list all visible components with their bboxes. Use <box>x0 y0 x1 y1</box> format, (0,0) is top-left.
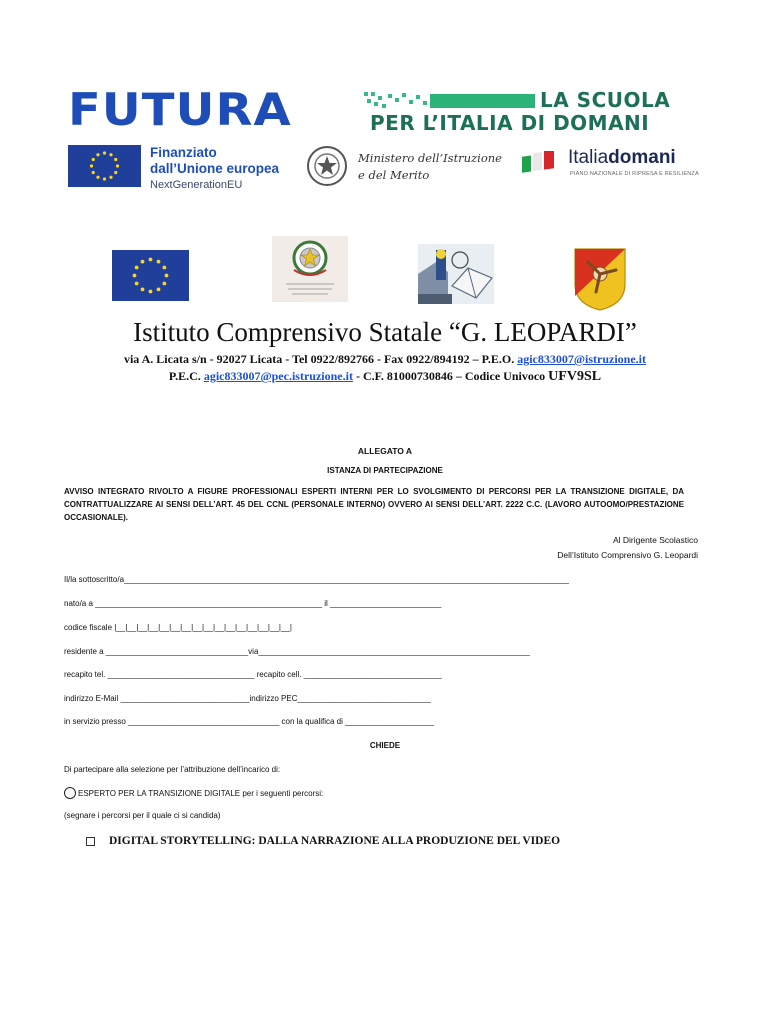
address-line1 <box>0 352 770 367</box>
finanziato-text <box>150 145 279 193</box>
codice-univoco: UFV9SL <box>548 369 602 384</box>
recipient-line2: Dell’Istituto Comprensivo G. Leopardi <box>557 550 698 560</box>
eu-star <box>116 164 119 167</box>
residente-field[interactable]: residente a ________________________________via_____________________________________________________________ <box>64 647 530 656</box>
italia-word: Italia <box>568 147 609 168</box>
eu-star <box>92 158 95 161</box>
eu-star <box>92 171 95 174</box>
eu-star <box>157 287 161 291</box>
ministero-text <box>358 150 502 184</box>
istanza-heading: ISTANZA DI PARTECIPAZIONE <box>327 466 443 475</box>
eu-star <box>157 260 161 264</box>
domani-word: domani <box>608 147 676 168</box>
next-generation-eu: NextGenerationEU <box>150 179 243 191</box>
finanziato-line1: Finanziato <box>150 145 217 160</box>
futura-logo: FUTURA <box>68 84 292 136</box>
eu-star <box>114 171 117 174</box>
finanziato-line2: dall’Unione europea <box>150 161 280 176</box>
address-line2 <box>0 369 770 385</box>
school-name: Istituto Comprensivo Statale “G. LEOPARDI” <box>133 317 637 347</box>
eu-star <box>162 266 166 270</box>
school-logo-icon <box>418 244 494 304</box>
radio-button[interactable] <box>64 787 76 799</box>
eu-star <box>109 153 112 156</box>
eu-star <box>90 164 93 167</box>
eu-star <box>149 290 153 294</box>
peo-email-link[interactable]: agic833007@istruzione.it <box>517 352 647 366</box>
green-bar-decoration <box>430 94 535 108</box>
eu-star <box>133 274 137 278</box>
eu-star <box>149 258 153 262</box>
eu-star <box>109 176 112 179</box>
eu-star <box>114 158 117 161</box>
allegato-heading: ALLEGATO A <box>357 446 413 456</box>
pnrr-caption: PIANO NAZIONALE DI RIPRESA E RESILIENZA <box>570 171 699 177</box>
eu-star <box>141 287 145 291</box>
eu-star <box>141 260 145 264</box>
segnare-note: (segnare i percorsi per il quale ci si candida) <box>64 811 221 820</box>
eu-star <box>135 282 139 286</box>
eu-star <box>165 274 169 278</box>
email-field[interactable]: indirizzo E-Mail _____________________________indirizzo PEC______________________________ <box>64 694 431 703</box>
recapito-field[interactable]: recapito tel. _________________________________ recapito cell. _______________________________ <box>64 670 442 679</box>
eu-star <box>162 282 166 286</box>
italia-domani-logo <box>568 147 676 169</box>
eu-flag-icon <box>68 145 141 187</box>
pec-prefix: P.E.C. <box>168 369 204 383</box>
eu-star <box>96 176 99 179</box>
partecipare-text: Di partecipare alla selezione per l’attribuzione dell’incarico di: <box>64 765 281 774</box>
eu-star <box>103 177 106 180</box>
recipient-line1: Al Dirigente Scolastico <box>612 535 698 545</box>
ministero-line1: Ministero dell’Istruzione <box>358 151 502 165</box>
italy-flag-icon <box>520 151 562 179</box>
chiede-heading: CHIEDE <box>369 741 401 750</box>
scuola-line1: LA SCUOLA <box>540 88 671 112</box>
scuola-line2: PER L’ITALIA DI DOMANI <box>370 111 650 135</box>
digital-storytelling-option[interactable] <box>86 835 560 847</box>
sicily-region-crest-icon <box>572 246 628 312</box>
address-text: via A. Licata s/n - 92027 Licata - Tel 0922/892766 - Fax 0922/894192 – P.E.O. <box>123 352 518 366</box>
servizio-field[interactable]: in servizio presso __________________________________ con la qualifica di ____________________ <box>64 717 435 726</box>
eu-star <box>135 266 139 270</box>
avviso-paragraph: AVVISO INTEGRATO RIVOLTO A FIGURE PROFESSIONALI ESPERTI INTERNI PER LO SVOLGIMENTO DI PERCORSI PER LA TRANSIZIONE DIGITALE, DA CONTRATTUALIZZARE AI SENSI DELL’ART. 45 DEL CCNL (PERSONALE INTERNO) OVVERO AI SENSI DELL’ART. 2222 C.C. (LAVORO AUTOOMO/PRESTAZIONE OCCASIONALE). <box>64 487 684 522</box>
digital-storytelling-label: DIGITAL STORYTELLING: DALLA NARRAZIONE ALLA PRODUZIONE DEL VIDEO <box>109 835 561 847</box>
eu-star <box>103 151 106 154</box>
pec-email-link[interactable]: agic833007@pec.istruzione.it <box>203 369 353 383</box>
codice-fiscale-field[interactable]: codice fiscale |__|__|__|__|__|__|__|__|__|__|__|__|__|__|__|__| <box>64 623 292 632</box>
italian-emblem-icon <box>304 143 350 189</box>
eu-star <box>96 153 99 156</box>
esperto-option[interactable] <box>64 787 323 799</box>
cf-text: - C.F. 81000730846 – Codice Univoco <box>352 369 549 383</box>
ministry-emblem-icon <box>272 236 348 302</box>
checkbox[interactable] <box>86 837 95 846</box>
sottoscritto-field[interactable]: Il/la sottoscritto/a____________________________________________________________________________________________________ <box>64 575 569 584</box>
eu-flag-large-icon <box>112 250 189 301</box>
nato-field[interactable]: nato/a a ___________________________________________________ il _________________________ <box>64 599 442 608</box>
ministero-line2: e del Merito <box>358 168 430 182</box>
recipient-block <box>557 533 698 563</box>
esperto-label: ESPERTO PER LA TRANSIZIONE DIGITALE per i seguenti percorsi: <box>78 788 324 798</box>
